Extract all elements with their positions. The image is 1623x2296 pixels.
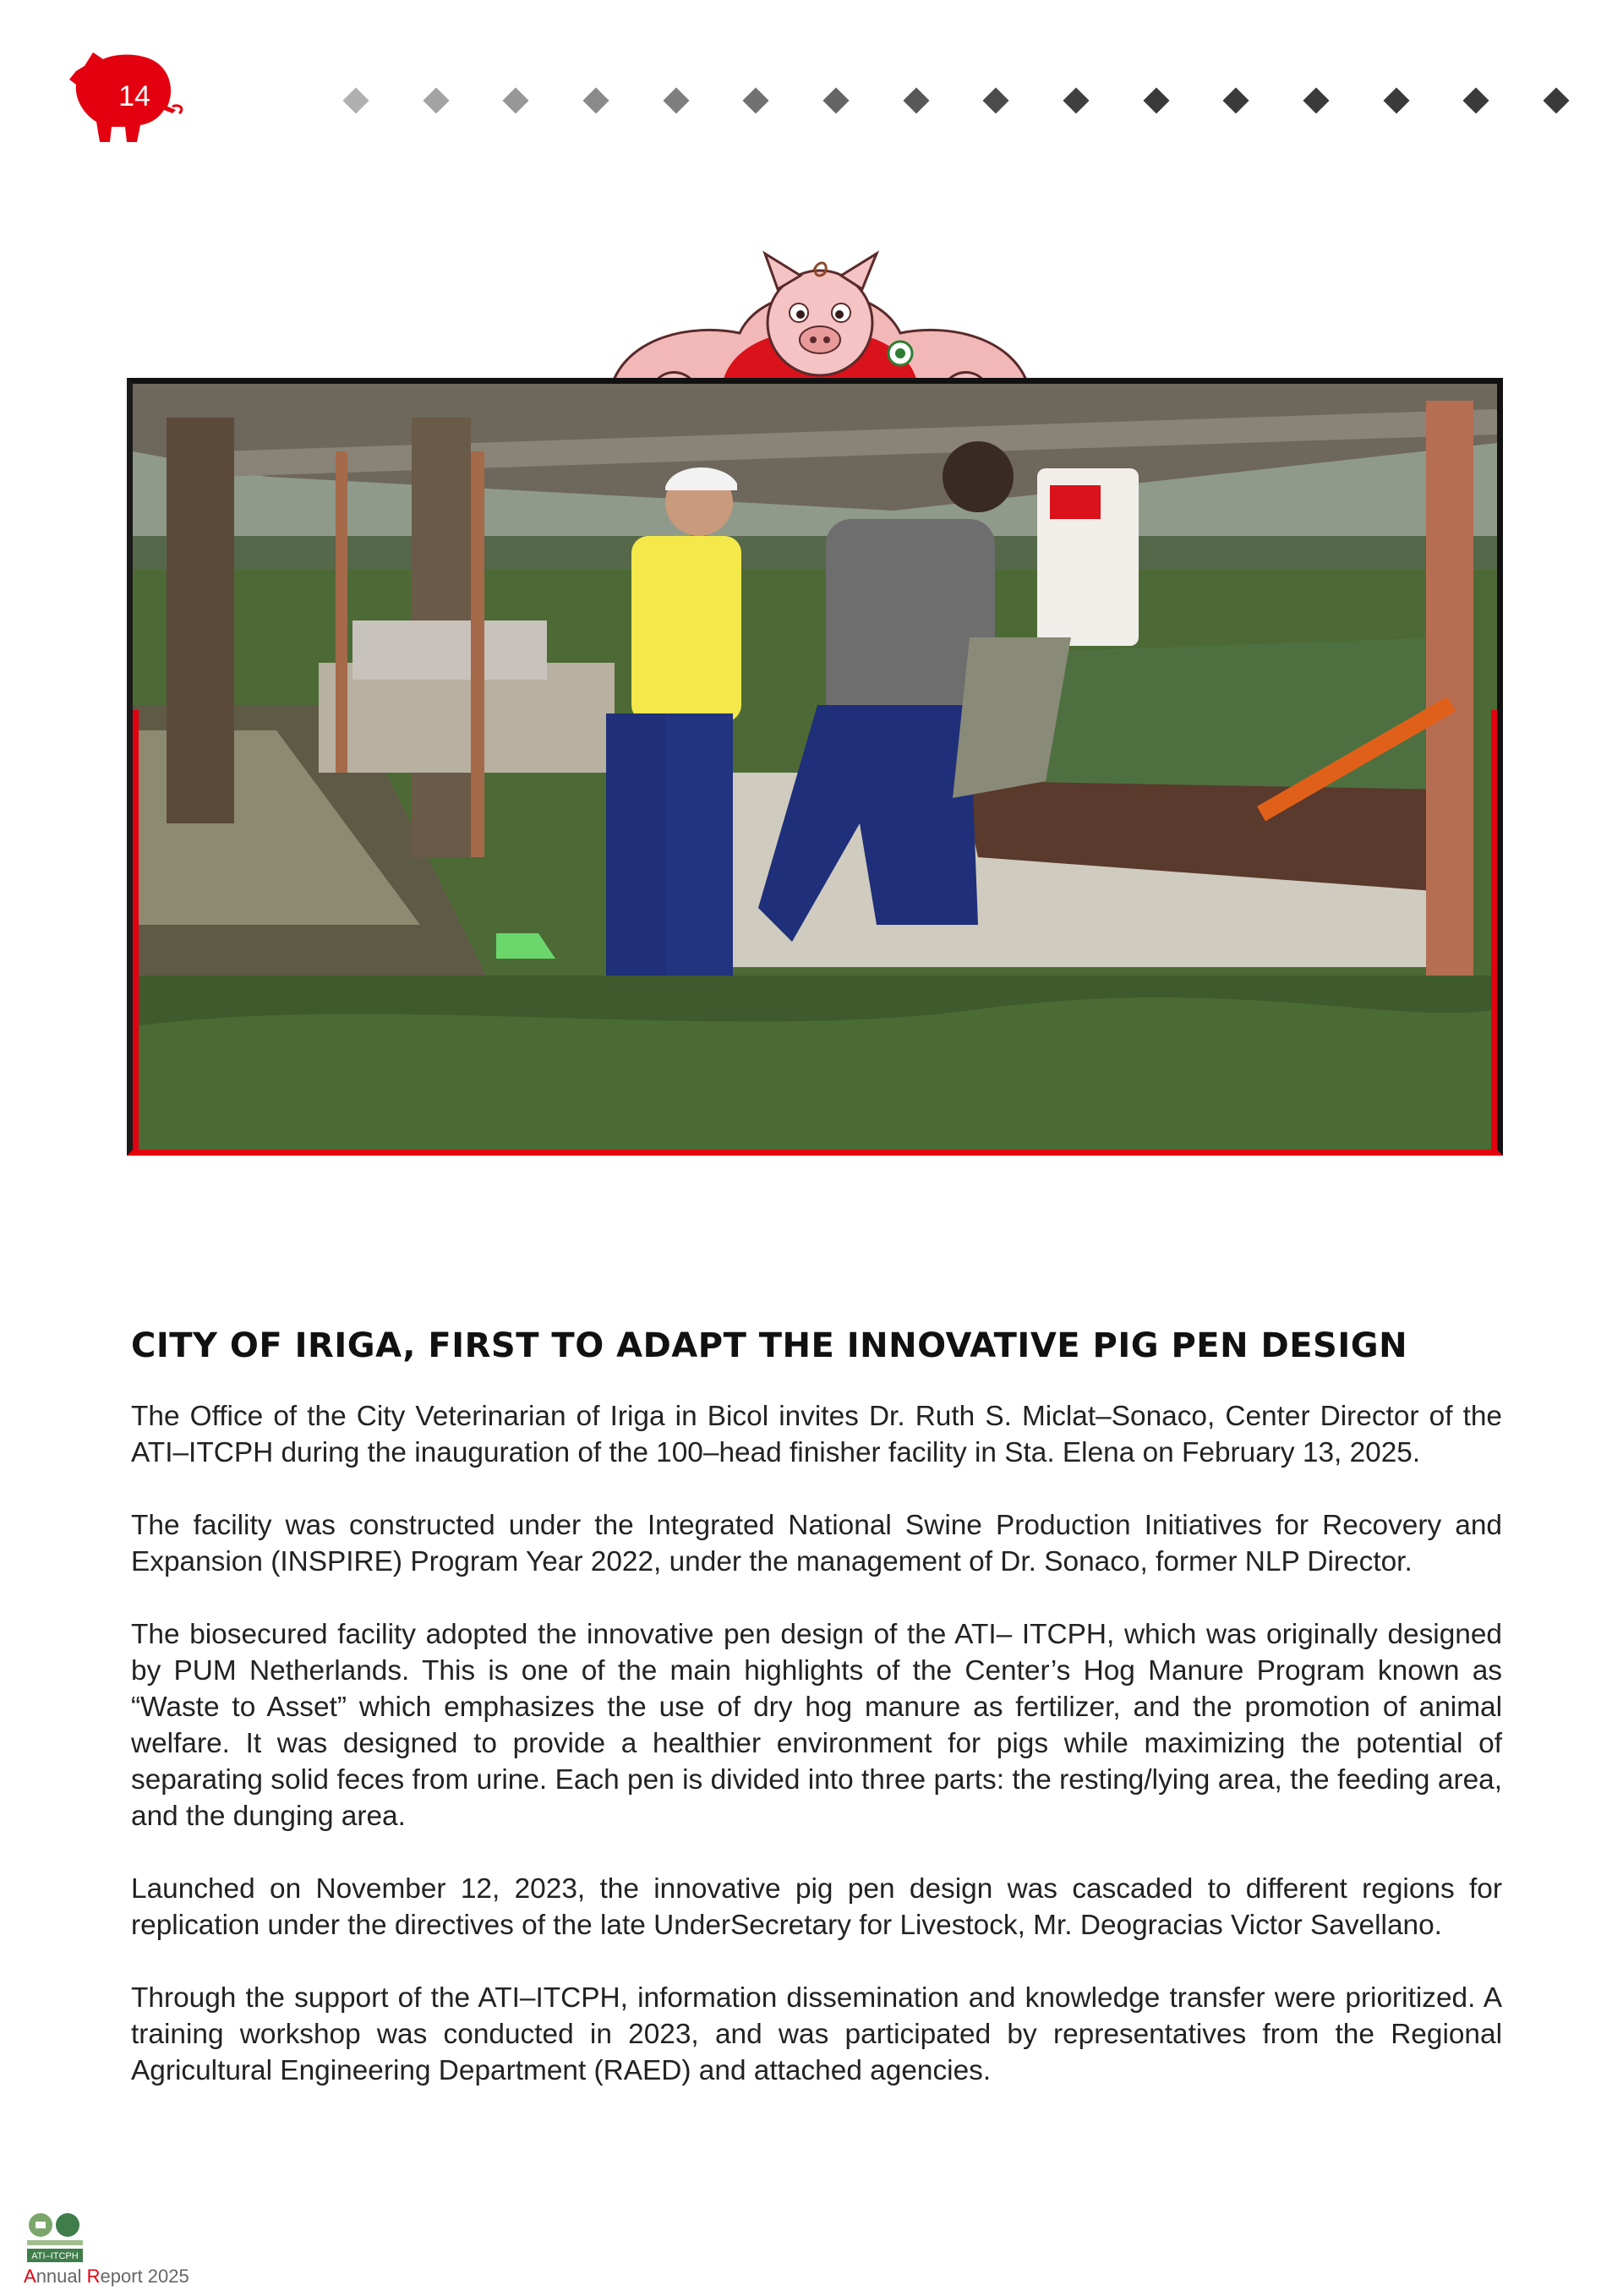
decorative-diamond — [1383, 87, 1409, 113]
article-paragraph-3: The biosecured facility adopted the innovative pen design of the ATI– ITCPH, which was originally designed by PUM Netherlands. This is one of the main highlights of the Center’s Hog Manure Program known as “Waste to Asset” which emphasizes the use of dry hog manure as fertilizer, and the promotion of animal welfare. It was designed to provide a healthier environment for pigs while maximizing the potential of separating solid feces from urine. Each pen is divided into three parts: the resting/lying area, the feeding area, and the dunging area. — [131, 1619, 1502, 1832]
decorative-diamond — [342, 87, 369, 113]
decorative-diamond — [1303, 87, 1329, 113]
footer-word-annual: nnual — [36, 2266, 87, 2287]
page-number: 14 — [118, 80, 150, 112]
footer-letter-r: R — [86, 2266, 101, 2287]
article-headline: CITY OF IRIGA, FIRST TO ADAPT THE INNOVATIVE PIG PEN DESIGN — [131, 1326, 1408, 1365]
decorative-diamond — [822, 87, 849, 113]
photo-illustration — [133, 384, 1497, 1150]
ati-itcph-logo-icon — [24, 2210, 86, 2264]
decorative-diamond — [1222, 87, 1249, 113]
article-paragraph-1: The Office of the City Veterinarian of Iriga in Bicol invites Dr. Ruth S. Miclat–Sonaco, Center Director of the ATI–ITCPH during the inauguration of the 100–head finisher facility in Sta. Elena on February 13, 2025. — [131, 1401, 1502, 1468]
decorative-diamond — [582, 87, 609, 113]
footer-word-report: eport 2025 — [100, 2266, 189, 2287]
decorative-diamond — [1543, 87, 1569, 113]
pig-mascot — [604, 245, 1036, 389]
decorative-diamond — [982, 87, 1008, 113]
pig-mascot-icon — [604, 245, 1036, 389]
pig-pen-manure-photo — [127, 378, 1503, 1156]
decorative-diamond — [1063, 87, 1089, 113]
decorative-diamond — [1143, 87, 1169, 113]
page-badge — [68, 47, 194, 149]
footer-report-label — [24, 2266, 189, 2288]
decorative-diamond — [663, 87, 689, 113]
footer-logo — [24, 2210, 86, 2264]
article-paragraph-2: The facility was constructed under the Integrated National Swine Production Initiatives for Recovery and Expansion (INSPIRE) Program Year 2022, under the management of Dr. Sonaco, former NLP Director. — [131, 1510, 1502, 1577]
decorative-diamond — [742, 87, 768, 113]
decorative-diamond — [423, 87, 449, 113]
decorative-diamond — [502, 87, 528, 113]
footer-letter-a: A — [24, 2266, 36, 2287]
article-paragraph-5: Through the support of the ATI–ITCPH, information dissemination and knowledge transfer were prioritized. A training workshop was conducted in 2023, and was participated by representatives from the Regional Agricultural Engineering Department (RAED) and attached agencies. — [131, 1982, 1502, 2086]
decorative-diamond — [1462, 87, 1489, 113]
decorative-dot-row — [347, 85, 1555, 118]
footer-logo-text: ATI–ITCPH — [31, 2251, 79, 2261]
decorative-diamond — [903, 87, 929, 113]
article-paragraph-4: Launched on November 12, 2023, the innovative pig pen design was cascaded to different regions for replication under the directives of the late UnderSecretary for Livestock, Mr. Deogracias Victor Savellano. — [131, 1873, 1502, 1941]
article — [131, 1326, 1502, 2125]
